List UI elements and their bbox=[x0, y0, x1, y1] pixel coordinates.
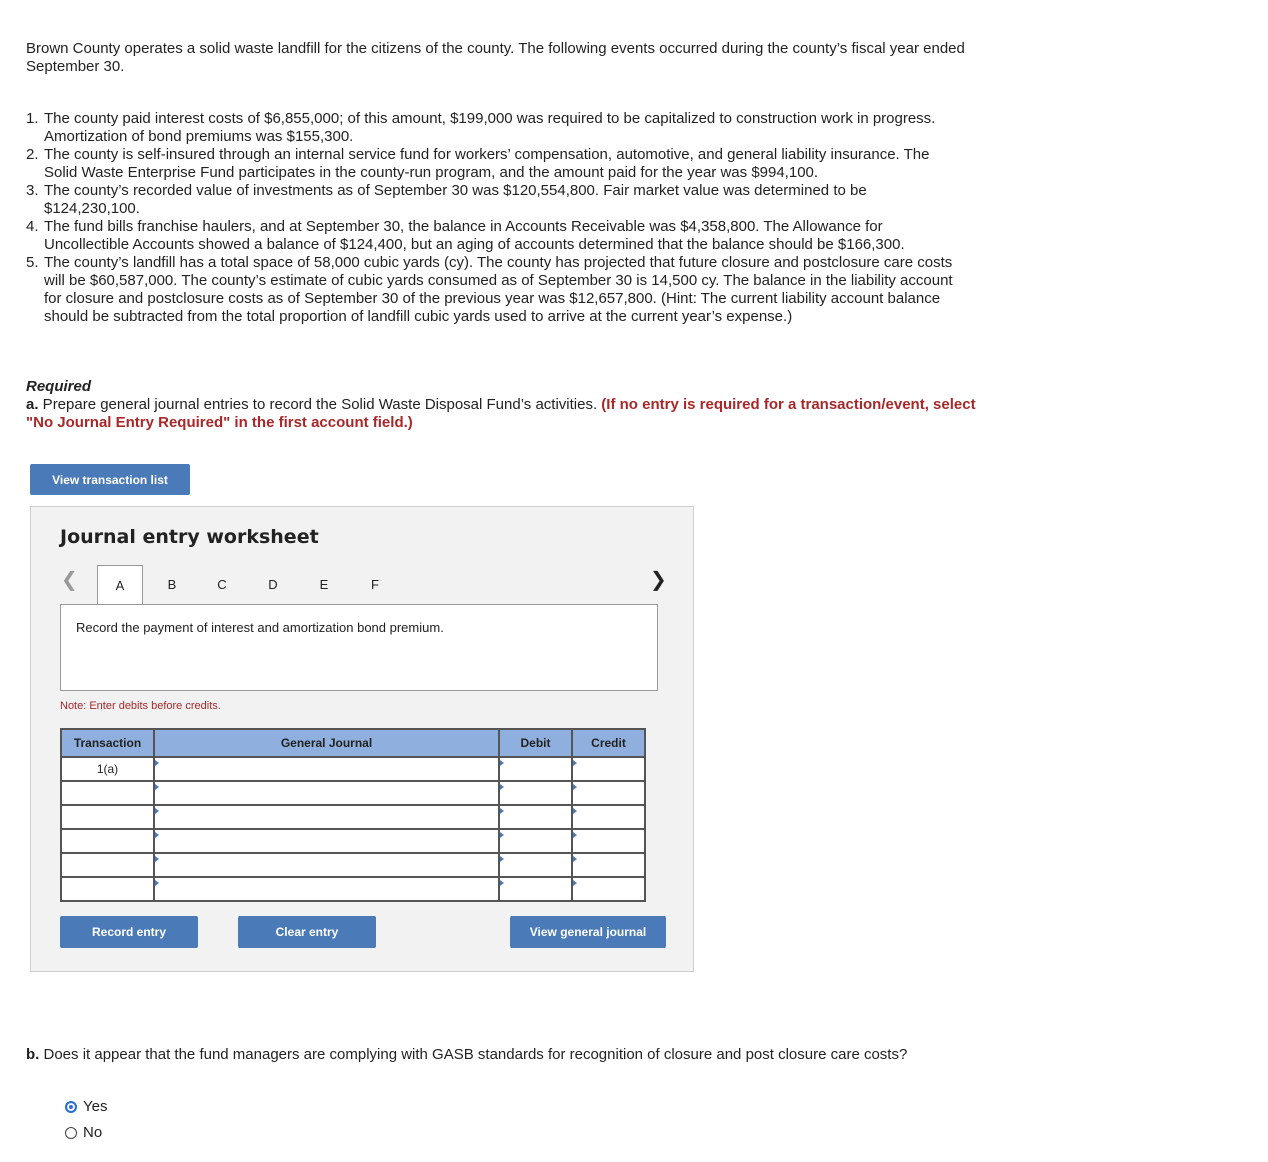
debit-input[interactable] bbox=[499, 829, 572, 853]
event-item bbox=[26, 110, 966, 146]
debit-input[interactable] bbox=[499, 853, 572, 877]
event-item bbox=[26, 218, 966, 254]
account-input[interactable] bbox=[154, 853, 499, 877]
required-heading: Required bbox=[26, 378, 92, 395]
radio-unselected-icon[interactable] bbox=[65, 1127, 77, 1139]
part-a-hint: (If no entry is required for a transaction/event, select "No Journal Entry Required" in the first account field.) bbox=[26, 396, 976, 431]
transaction-cell bbox=[61, 877, 154, 901]
option-no-label: No bbox=[83, 1124, 103, 1141]
account-input[interactable] bbox=[154, 781, 499, 805]
transaction-cell bbox=[61, 805, 154, 829]
event-number: 5. bbox=[26, 254, 39, 271]
part-b-text: Does it appear that the fund managers are complying with GASB standards for recognition of closure and post closure care costs? bbox=[39, 1046, 908, 1063]
worksheet-title: Journal entry worksheet bbox=[60, 526, 319, 548]
journal-entry-worksheet bbox=[30, 506, 694, 972]
account-input[interactable] bbox=[154, 829, 499, 853]
record-entry-button[interactable]: Record entry bbox=[60, 916, 198, 948]
transaction-cell: 1(a) bbox=[61, 757, 154, 781]
part-b-label: b. bbox=[26, 1046, 40, 1063]
table-row bbox=[61, 853, 645, 877]
tab-c[interactable]: C bbox=[217, 576, 227, 592]
column-header-debit: Debit bbox=[499, 729, 572, 757]
column-header-transaction: Transaction bbox=[61, 729, 154, 757]
entry-description-box bbox=[60, 604, 658, 691]
transaction-cell bbox=[61, 829, 154, 853]
clear-entry-button[interactable]: Clear entry bbox=[238, 916, 376, 948]
tab-d[interactable]: D bbox=[268, 576, 278, 592]
debit-input[interactable] bbox=[499, 757, 572, 781]
table-row bbox=[61, 877, 645, 901]
event-item bbox=[26, 146, 966, 182]
question-b bbox=[26, 1046, 907, 1063]
account-input[interactable] bbox=[154, 805, 499, 829]
radio-selected-icon[interactable] bbox=[65, 1101, 77, 1113]
credit-input[interactable] bbox=[572, 829, 645, 853]
event-item bbox=[26, 254, 966, 326]
event-number: 3. bbox=[26, 182, 39, 199]
debit-input[interactable] bbox=[499, 781, 572, 805]
table-row bbox=[61, 829, 645, 853]
transaction-cell bbox=[61, 781, 154, 805]
part-a-instructions bbox=[26, 396, 976, 432]
view-general-journal-button[interactable]: View general journal bbox=[510, 916, 666, 948]
table-row bbox=[61, 805, 645, 829]
event-item bbox=[26, 182, 966, 218]
option-yes-label: Yes bbox=[83, 1098, 108, 1115]
part-a-label: a. bbox=[26, 396, 39, 413]
journal-table bbox=[60, 728, 646, 902]
credit-input[interactable] bbox=[572, 805, 645, 829]
credit-input[interactable] bbox=[572, 877, 645, 901]
column-header-credit: Credit bbox=[572, 729, 645, 757]
table-row bbox=[61, 757, 645, 781]
event-text: The county paid interest costs of $6,855,000; of this amount, $199,000 was required to be capitalized to construction work in progress. Amortization of bond premiums was $155,300. bbox=[44, 110, 936, 145]
account-input[interactable] bbox=[154, 877, 499, 901]
event-text: The county is self-insured through an internal service fund for workers’ compensation, automotive, and general liability insurance. The Solid Waste Enterprise Fund participates in the county-run program, and the amount paid for the year was $994,100. bbox=[44, 146, 930, 181]
event-text: The county’s landfill has a total space of 58,000 cubic yards (cy). The county has projected that future closure and postclosure care costs will be $60,587,000. The county’s estimate of cubic yards consumed as of September 30 is 14,500 cy. The balance in the liability account for closure and postclosure costs as of September 30 of the previous year was $12,657,800. (Hint: The current liability account balance should be subtracted from the total proportion of landfill cubic yards used to arrive at the current year’s expense.) bbox=[44, 254, 953, 325]
required-section bbox=[26, 378, 976, 432]
event-text: The fund bills franchise haulers, and at September 30, the balance in Accounts Receivable was $4,358,800. The Allowance for Uncollectible Accounts showed a balance of $124,400, but an aging of accounts determined that the balance should be $166,300. bbox=[44, 218, 905, 253]
account-input[interactable] bbox=[154, 757, 499, 781]
option-no[interactable] bbox=[65, 1124, 102, 1141]
credit-input[interactable] bbox=[572, 781, 645, 805]
column-header-general-journal: General Journal bbox=[154, 729, 499, 757]
table-row bbox=[61, 781, 645, 805]
events-list bbox=[26, 110, 966, 326]
event-text: The county’s recorded value of investments as of September 30 was $120,554,800. Fair market value was determined to be $124,230,100. bbox=[44, 182, 867, 217]
part-a-text: Prepare general journal entries to record the Solid Waste Disposal Fund’s activities. bbox=[38, 396, 602, 413]
chevron-right-icon[interactable]: ❯ bbox=[650, 569, 667, 591]
debit-input[interactable] bbox=[499, 805, 572, 829]
debit-credit-note: Note: Enter debits before credits. bbox=[60, 700, 221, 712]
credit-input[interactable] bbox=[572, 757, 645, 781]
event-number: 2. bbox=[26, 146, 39, 163]
chevron-left-icon[interactable]: ❮ bbox=[61, 569, 78, 591]
option-yes[interactable] bbox=[65, 1098, 107, 1115]
transaction-cell bbox=[61, 853, 154, 877]
tab-b[interactable]: B bbox=[167, 576, 177, 592]
event-number: 4. bbox=[26, 218, 39, 235]
debit-input[interactable] bbox=[499, 877, 572, 901]
view-transaction-list-button[interactable]: View transaction list bbox=[30, 464, 190, 495]
event-number: 1. bbox=[26, 110, 39, 127]
credit-input[interactable] bbox=[572, 853, 645, 877]
tab-a[interactable]: A bbox=[97, 565, 143, 604]
entry-description: Record the payment of interest and amortization bond premium. bbox=[76, 620, 444, 635]
intro-paragraph: Brown County operates a solid waste landfill for the citizens of the county. The following events occurred during the county’s fiscal year ended September 30. bbox=[26, 40, 965, 75]
tab-e[interactable]: E bbox=[319, 576, 329, 592]
tab-f[interactable]: F bbox=[371, 576, 379, 592]
